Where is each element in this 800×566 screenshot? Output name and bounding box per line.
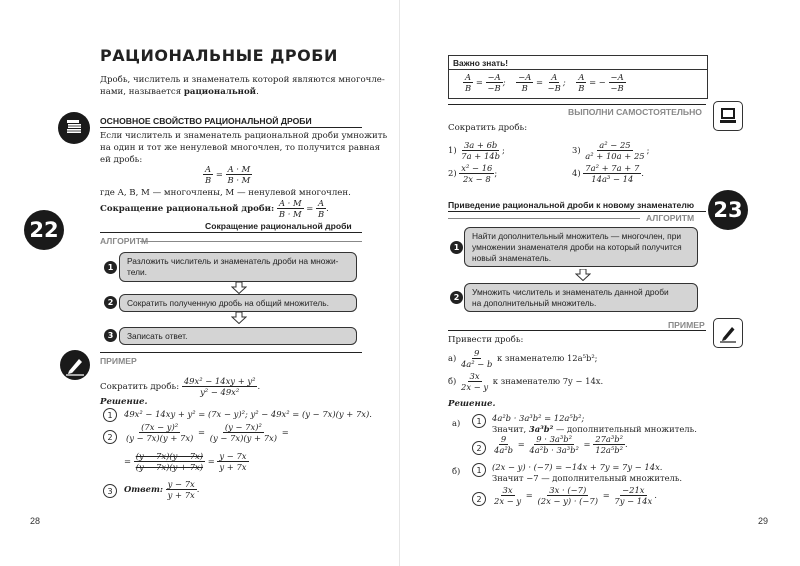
exercise-4: 4) $\frac{\text{7a² + 7a + 7}}{\text{14a³ − 14}}$ . <box>572 163 644 184</box>
down-arrow-icon <box>231 312 247 324</box>
intro-end: . <box>256 87 259 97</box>
topic-number-badge: 23 <box>708 190 748 230</box>
task-b: б) $\frac{3x}{2x - y}$ к знаменателю 7y − 14x. <box>448 371 604 392</box>
step-1-number: 1 <box>104 261 117 274</box>
algorithm-label-right: АЛГОРИТМ <box>646 213 695 223</box>
step-2-text-cont: на дополнительный множитель. <box>472 298 597 308</box>
algorithm-label: АЛГОРИТМ <box>100 236 149 246</box>
solution-step-2-line-2: = $\frac{(y - 7x)(y - 7x)}{(y - 7x)(y + 7x)}$ = $\frac{y - 7x}{y + 7x}$ <box>124 451 247 472</box>
algorithm-step-1 <box>464 227 698 267</box>
step-2-text: Сократить полученную дробь на общий множитель. <box>127 298 329 308</box>
topic-number-badge: 22 <box>24 210 64 250</box>
reduction-line <box>100 198 329 219</box>
answer-label: Ответ: <box>124 484 163 494</box>
part-b-label: б) <box>452 466 461 476</box>
topic-heading-right: Приведение рациональной дроби к новому знаменателю <box>448 200 695 210</box>
intro-line-1: Дробь, числитель и знаменатель которой являются многочле- <box>100 75 385 85</box>
pen-icon <box>713 318 743 348</box>
page-number-left: 28 <box>30 516 41 526</box>
section-heading-property: ОСНОВНОЕ СВОЙСТВО РАЦИОНАЛЬНОЙ ДРОБИ <box>100 116 312 126</box>
b-step-2: $\frac{3x}{2x - y}$ = $\frac{3x \cdot (-7)}{(2x - y) \cdot (-7)}$ = $\frac{-21x}{7y - 14x}$ . <box>494 485 657 506</box>
books-icon <box>58 112 90 144</box>
selfwork-task: Сократить дробь: <box>448 123 528 133</box>
step-1-text: Найти дополнительный множитель — многочлен, при <box>472 231 682 241</box>
step-1-text-end: новый знаменатель. <box>472 253 552 263</box>
solution-step-1: 49x² − 14xy + y² = (7x − y)²; y² − 49x² = (y − 7x)(y + 7x). <box>124 409 372 419</box>
example-label: ПРИМЕР <box>100 356 137 366</box>
reduction-label: Сокращение рациональной дроби: <box>100 204 275 214</box>
exercise-1: 1) $\frac{3a + 6b}{7a + 14b}$ ; <box>448 140 505 161</box>
page-number-right: 29 <box>758 516 769 526</box>
computer-icon <box>713 101 743 131</box>
intro-text: нами, называется <box>100 87 184 97</box>
selfwork-divider <box>448 104 706 105</box>
step-1-number: 1 <box>450 241 463 254</box>
example-divider <box>100 352 362 353</box>
algorithm-rule <box>140 241 362 242</box>
step-3-number: 3 <box>104 329 117 342</box>
important-note-box <box>448 55 708 99</box>
task-fraction: $\frac{\text{49x² − 14xy + y²}}{\text{y² − 49x²}}$ . <box>183 376 261 397</box>
intro-term: рациональной <box>183 87 257 97</box>
solution-label: Решение. <box>100 397 148 407</box>
selfwork-label: ВЫПОЛНИ САМОСТОЯТЕЛЬНО <box>568 107 702 117</box>
algorithm-step-2 <box>119 294 357 312</box>
reduction-formula: $\frac{A \cdot M}{B \cdot M}$ = $\frac{A}{B}$ . <box>278 198 329 219</box>
topic-heading: Сокращение рациональной дроби <box>205 221 352 231</box>
step-3-text: Записать ответ. <box>127 331 188 341</box>
algorithm-step-3 <box>119 327 357 345</box>
b-step-2-number: 2 <box>472 492 486 506</box>
exercise-2: 2) $\frac{\text{x² − 16}}{2x - 8}$ ; <box>448 163 498 184</box>
note-title: Важно знать! <box>453 58 509 68</box>
section-divider <box>100 127 362 128</box>
example-task <box>100 376 260 397</box>
a-step-1-line-1: 4a²b · 3a³b² = 12a⁵b²; <box>492 413 585 423</box>
step-2-number: 2 <box>450 291 463 304</box>
exercise-3: 3) $\frac{\text{a² − 25}}{\text{a² + 10a + 25}}$ ; <box>572 140 650 161</box>
property-line-2: на один и тот же ненулевой многочлен, то получится равная <box>100 143 381 153</box>
step-2-number: 2 <box>104 296 117 309</box>
topic-divider-right <box>448 211 706 212</box>
where-line: где A, B, M — многочлены, M — ненулевой многочлен. <box>100 188 351 198</box>
task-a: а) $\frac{9}{\text{4a² − b}}$ к знаменателю 12a⁵b²; <box>448 348 598 369</box>
answer-line: Ответ: $\frac{y - 7x}{y + 7x}$ . <box>124 479 200 500</box>
page-title: РАЦИОНАЛЬНЫЕ ДРОБИ <box>100 46 338 65</box>
algorithm-step-1 <box>119 252 357 282</box>
b-step-1-line-2: Значит −7 — дополнительный множитель. <box>492 473 683 483</box>
task-label: Сократить дробь: <box>100 382 180 392</box>
solution-step-1-number: 1 <box>103 408 117 422</box>
a-step-1-number: 1 <box>472 414 486 428</box>
algorithm-rule-right <box>448 218 640 219</box>
right-page <box>400 0 800 566</box>
example-label-right: ПРИМЕР <box>668 320 705 330</box>
b-step-1-line-1: (2x − y) · (−7) = −14x + 7y = 7y − 14x. <box>492 462 663 472</box>
property-line-3: ей дробь: <box>100 155 143 165</box>
b-step-1-number: 1 <box>472 463 486 477</box>
a-step-2-number: 2 <box>472 441 486 455</box>
down-arrow-icon <box>231 282 247 294</box>
property-line-1: Если числитель и знаменатель рациональной дроби умножить <box>100 131 388 141</box>
step-2-text: Умножить числитель и знаменатель данной дроби <box>472 287 669 297</box>
solution-step-3-number: 3 <box>103 484 117 498</box>
step-1-text-cont: умножении знаменателя дроби на который получится <box>472 242 682 252</box>
solution-step-2-number: 2 <box>103 430 117 444</box>
topic-divider <box>100 232 362 233</box>
solution-step-2-line-1: $\frac{\text{(7x − y)²}}{(y - 7x)(y + 7x)}$ = $\frac{\text{(y − 7x)²}}{(y - 7x)(y + 7x)}$ = <box>126 422 289 443</box>
example-divider-right <box>448 330 706 331</box>
main-property-formula: $\frac{A}{B}$ = $\frac{A \cdot M}{B \cdot M}$ <box>205 164 251 185</box>
step-1-text: Разложить числитель и знаменатель дроби на множи- <box>127 256 339 266</box>
step-1-text-cont: тели. <box>127 267 148 277</box>
example-task-right: Привести дробь: <box>448 335 524 345</box>
algorithm-step-2 <box>464 283 698 312</box>
down-arrow-icon <box>575 269 591 281</box>
part-a-label: а) <box>452 418 461 428</box>
intro-line-2 <box>100 86 259 98</box>
solution-label-right: Решение. <box>448 399 496 409</box>
pen-icon <box>60 350 90 380</box>
note-formulas: $\frac{A}{B}$ = $\frac{-A}{-B}$ ; $\frac{-A}{B}$ = $\frac{A}{-B}$ ; $\frac{A}{B}$ = − $\frac{-A}{-B}$ <box>465 72 624 93</box>
a-step-2: $\frac{9}{\text{4a²b}}$ = $\frac{\text{9 · 3a³b²}}{\text{4a²b · 3a³b²}}$ = $\frac{\text{27a³b²}}{\text{12a⁵b²}}$ . <box>494 434 628 455</box>
a-step-1-line-2: Значит, 3a³b² — дополнительный множитель. <box>492 424 697 434</box>
